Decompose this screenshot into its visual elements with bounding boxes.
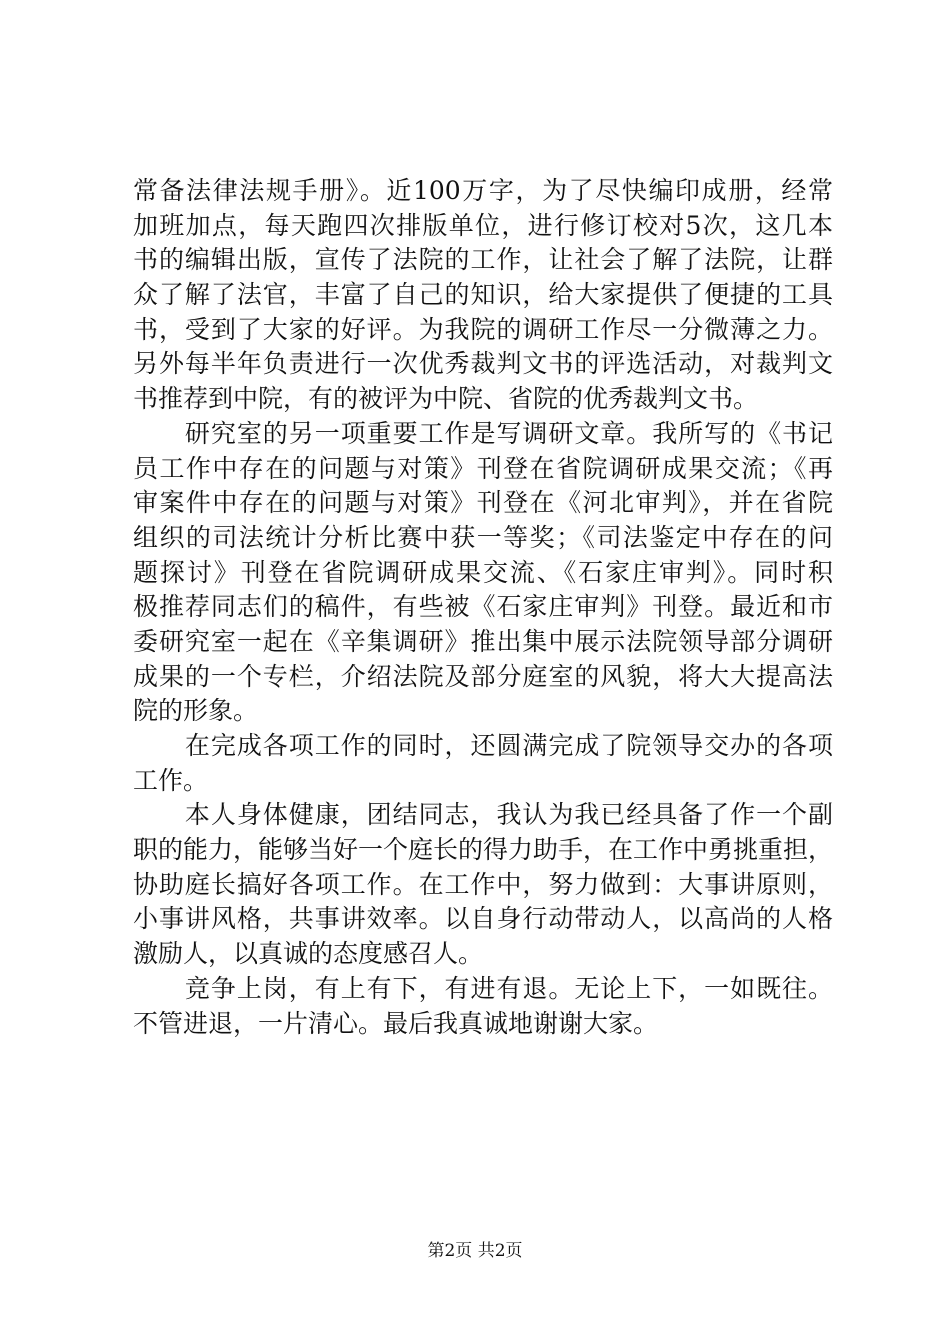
text-line: 常备法律法规手册》。近100万字，为了尽快编印成册，经常 — [133, 176, 833, 205]
text-line: 激励人，以真诚的态度感召人。 — [133, 939, 484, 969]
document-body — [133, 174, 833, 1041]
text-line: 职的能力，能够当好一个庭长的得力助手，在工作中勇挑重担， — [133, 835, 834, 865]
text-line: 另外每半年负责进行一次优秀裁判文书的评选活动，对裁判文 — [133, 349, 833, 379]
text-line: 不管进退，一片清心。最后我真诚地谢谢大家。 — [133, 1008, 659, 1038]
text-line: 题探讨》刊登在省院调研成果交流、《石家庄审判》。同时积 — [133, 557, 833, 587]
text-line: 本人身体健康，团结同志，我认为我已经具备了作一个副 — [133, 800, 833, 830]
text-line: 研究室的另一项重要工作是写调研文章。我所写的《书记 — [133, 418, 833, 448]
text-line: 院的形象。 — [133, 696, 259, 726]
text-line: 工作。 — [133, 765, 209, 795]
text-line: 成果的一个专栏，介绍法院及部分庭室的风貌，将大大提高法 — [133, 661, 833, 691]
text-line: 书推荐到中院，有的被评为中院、省院的优秀裁判文书。 — [133, 384, 759, 414]
text-line: 加班加点，每天跑四次排版单位，进行修订校对5次，这几本 — [133, 210, 833, 240]
text-line: 审案件中存在的问题与对策》刊登在《河北审判》，并在省院 — [133, 488, 833, 518]
text-line: 小事讲风格，共事讲效率。以自身行动带动人，以高尚的人格 — [133, 904, 833, 934]
text-line: 极推荐同志们的稿件，有些被《石家庄审判》刊登。最近和市 — [133, 592, 833, 622]
text-line: 在完成各项工作的同时，还圆满完成了院领导交办的各项 — [133, 731, 833, 760]
page-footer: 第2页 共2页 — [427, 1241, 523, 1261]
text-line: 员工作中存在的问题与对策》刊登在省院调研成果交流；《再 — [133, 453, 833, 483]
text-line: 书，受到了大家的好评。为我院的调研工作尽一分微薄之力。 — [133, 314, 833, 344]
text-line: 书的编辑出版，宣传了法院的工作，让社会了解了法院，让群 — [133, 245, 833, 275]
text-line: 协助庭长搞好各项工作。在工作中，努力做到：大事讲原则， — [133, 869, 833, 899]
text-line: 委研究室一起在《辛集调研》推出集中展示法院领导部分调研 — [133, 626, 833, 656]
text-line: 组织的司法统计分析比赛中获一等奖；《司法鉴定中存在的问 — [133, 522, 833, 552]
text-line: 竞争上岗，有上有下，有进有退。无论上下，一如既往。 — [133, 973, 833, 1003]
text-line: 众了解了法官，丰富了自己的知识，给大家提供了便捷的工具 — [133, 280, 833, 310]
